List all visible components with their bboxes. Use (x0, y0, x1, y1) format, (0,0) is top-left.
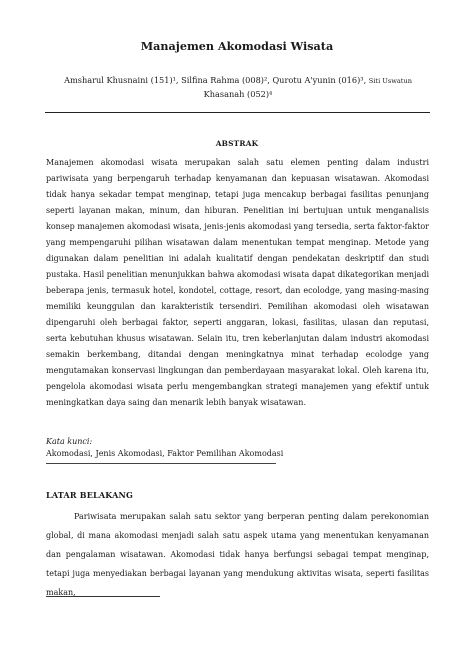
abstract-body: Manajemen akomodasi wisata merupakan salah satu elemen penting dalam industri pariwisata yang berpengaruh terhadap kenyamanan dan kepuasan wisatawan. Akomodasi tidak hanya sekadar tempat menginap, tetapi juga mencakup berbagai fasilitas penunjang seperti layanan makan, minum, dan hiburan. Penelitian ini bertujuan untuk menganalisis konsep manajemen akomodasi wisata, jenis-jenis akomodasi yang tersedia, serta faktor-faktor yang mempengaruhi pilihan wisatawan dalam menentukan tempat menginap. Metode yang digunakan dalam penelitian ini adalah kualitatif dengan pendekatan deskriptif dan studi pustaka. Hasil penelitian menunjukkan bahwa akomodasi wisata dapat dikategorikan menjadi beberapa jenis, termasuk hotel, kondotel, cottage, resort, dan ecolodge, yang masing-masing memiliki keunggulan dan karakteristik tersendiri. Pemilihan akomodasi oleh wisatawan dipengaruhi oleh berbagai faktor, seperti anggaran, lokasi, fasilitas, ulasan dan reputasi, serta kebutuhan khusus wisatawan. Selain itu, tren keberlanjutan dalam industri akomodasi semakin berkembang, ditandai dengan meningkatnya minat terhadap ecolodge yang mengutamakan konservasi lingkungan dan pemberdayaan masyarakat lokal. Oleh karena itu, pengelola akomodasi wisata perlu mengembangkan strategi manajemen yang efektif untuk meningkatkan daya saing dan menarik lebih banyak wisatawan. (46, 158, 429, 407)
section-body: Pariwisata merupakan salah satu sektor yang berperan penting dalam perekonomian global, di mana akomodasi menjadi salah satu aspek utama yang menentukan kenyamanan dan pengalaman wisatawan. Akomodasi tidak hanya berfungsi sebagai tempat menginap, tetapi juga menyediakan berbagai layanan yang mendukung aktivitas wisata, seperti fasilitas makan, (46, 512, 429, 597)
section-heading: LATAR BELAKANG (46, 490, 134, 500)
keywords-divider (46, 463, 276, 464)
authors-main: Amsharul Khusnaini (151)¹, Silfina Rahma (008)², Qurotu A'yunin (016)³, (64, 75, 367, 85)
keywords-text: Akomodasi, Jenis Akomodasi, Faktor Pemilihan Akomodasi (46, 449, 284, 458)
abstract-heading: ABSTRAK (215, 139, 259, 148)
keywords-label: Kata kunci: (46, 437, 93, 446)
authors-line2: Khasanah (052)⁴ (203, 89, 273, 99)
footnote-divider (46, 596, 160, 597)
authors-small: Siti Uswatun (368, 77, 412, 85)
author-list (52, 74, 424, 101)
header-divider (45, 112, 430, 113)
paper-title: Manajemen Akomodasi Wisata (140, 39, 334, 53)
